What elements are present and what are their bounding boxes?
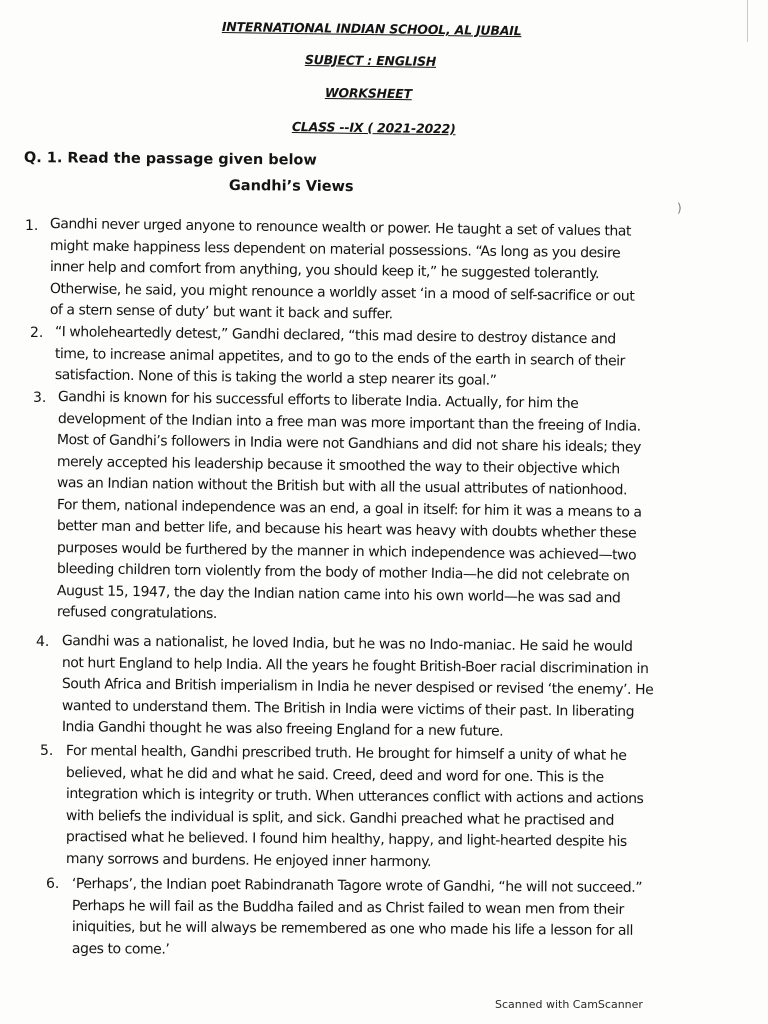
passage-line: many sorrows and burdens. He enjoyed inner harmony. <box>65 850 432 870</box>
passage-line: time, to increase animal appetites, and to go to the ends of the earth in search of their <box>54 345 626 369</box>
passage-line: “I wholeheartedly detest,” Gandhi declared, “this mad desire to destroy distance and <box>54 323 616 348</box>
stray-mark: ) <box>677 201 682 215</box>
scanner-watermark: Scanned with CamScanner <box>495 998 643 1011</box>
worksheet-heading: WORKSHEET <box>324 85 412 102</box>
passage-line: satisfaction. None of this is taking the world a step nearer its goal.” <box>54 366 497 389</box>
passage-line: purposes would be furthered by the manner in which independence was achieved—two <box>56 539 637 564</box>
passage-line: integration which is integrity or truth. When utterances conflict with actions and actions <box>65 785 644 808</box>
paragraph-number: 5. <box>40 743 54 759</box>
passage-line: merely accepted his leadership because it smoothed the way to their objective which <box>56 453 620 477</box>
passage-line: of a stern sense of duty’ but want it back and suffer. <box>49 301 393 323</box>
class-heading: CLASS --IX ( 2021-2022) <box>291 119 456 137</box>
paragraph-number: 1. <box>25 218 39 234</box>
subject-heading: SUBJECT : ENGLISH <box>304 52 437 69</box>
passage-line: inner help and comfort from anything, you should keep it,” he suggested tolerantly. <box>49 258 600 283</box>
paragraph-number: 4. <box>36 634 50 650</box>
passage-line: Gandhi never urged anyone to renounce wealth or power. He taught a set of values that <box>49 215 632 240</box>
passage-line: wanted to understand them. The British in India were victims of their past. In liberating <box>61 697 635 720</box>
school-name-heading: INTERNATIONAL INDIAN SCHOOL, AL JUBAIL <box>221 19 522 39</box>
question-title: Q. 1. Read the passage given below <box>23 150 317 169</box>
passage-line: with beliefs the individual is split, and sick. Gandhi preached what he practised and <box>65 807 615 829</box>
page-edge-line <box>747 0 748 42</box>
passage-title: Gandhi’s Views <box>228 178 354 196</box>
passage-line: Most of Gandhi’s followers in India were not Gandhians and did not share his ideals; they <box>56 431 642 456</box>
passage-line: refused congratulations. <box>56 603 218 623</box>
passage-line: might make happiness less dependent on material possessions. “As long as you desire <box>49 237 621 261</box>
passage-line: South Africa and British imperialism in India he never despised or revised ‘the enemy’. He <box>61 675 654 699</box>
paragraph-number: 3. <box>33 390 47 406</box>
passage-line: Gandhi is known for his successful efforts to liberate India. Actually, for him the <box>57 388 579 412</box>
passage-line: August 15, 1947, the day the Indian nation came into his own world—he was sad and <box>56 582 621 606</box>
passage-line: For mental health, Gandhi prescribed truth. He brought for himself a unity of what he <box>65 742 627 764</box>
passage-line: bleeding children torn violently from the body of mother India—he did not celebrate on <box>56 560 630 585</box>
paragraph-number: 6. <box>46 876 60 892</box>
paragraph-number: 2. <box>30 325 44 341</box>
passage-line: practised what he believed. I found him healthy, happy, and light-hearted despite his <box>65 828 627 850</box>
passage-line: For them, national independence was an end, a goal in itself: for him it was a means to a <box>56 496 642 521</box>
passage-line: better man and better life, and because his heart was heavy with doubts whether these <box>56 517 637 542</box>
passage-line: development of the Indian into a free man was more important than the freeing of India. <box>57 410 641 435</box>
passage-line: Perhaps he will fail as the Buddha failed and as Christ failed to wean men from their <box>71 897 624 918</box>
passage-line: iniquities, but he will always be remembered as one who made his life a lesson for all <box>71 918 633 939</box>
passage-line: Gandhi was a nationalist, he loved India, but he was no Indo-maniac. He said he would <box>61 632 633 655</box>
passage-line: was an Indian nation without the British but with all the usual attributes of nationhood. <box>56 474 628 499</box>
passage-line: believed, what he did and what he said. Creed, deed and word for one. This is the <box>65 764 604 786</box>
passage-line: ‘Perhaps’, the Indian poet Rabindranath Tagore wrote of Gandhi, “he will not succeed.” <box>71 875 643 896</box>
passage-line: not hurt England to help India. All the years he fought British-Boer racial discrimination in <box>61 654 649 677</box>
passage-line: ages to come.’ <box>71 940 170 958</box>
passage-line: Otherwise, he said, you might renounce a worldly asset ‘in a mood of self-sacrifice or out <box>49 280 635 305</box>
passage-line: India Gandhi thought he was also freeing England for a new future. <box>61 718 504 740</box>
